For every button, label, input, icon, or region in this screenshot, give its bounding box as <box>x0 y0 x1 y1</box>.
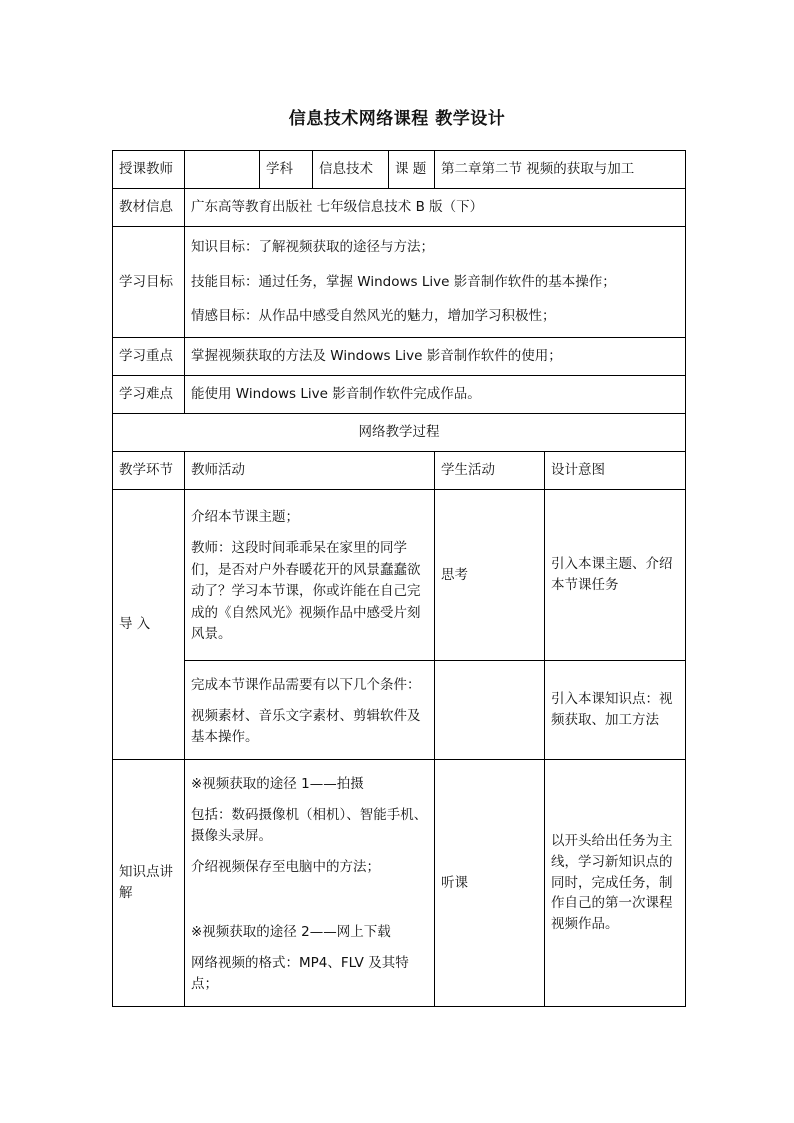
knowledge-teacher-p1: ※视频获取的途径 1——拍摄 <box>191 776 364 793</box>
intro-stage: 导 入 <box>113 490 185 760</box>
intro-teacher-1 <box>185 490 435 661</box>
intro-teacher-1-p1: 介绍本节课主题； <box>191 509 299 526</box>
goal-knowledge: 知识目标：了解视频获取的途径与方法； <box>191 238 434 255</box>
material-row <box>113 189 686 227</box>
intro-teacher-2-p1: 完成本节课作品需要有以下几个条件： <box>191 677 421 694</box>
knowledge-intent: 以开头给出任务为主线，学习新知识点的同时，完成任务，制作自己的第一次课程视频作品。 <box>545 760 686 1007</box>
col-teacher: 教师活动 <box>185 452 435 490</box>
goals-content <box>185 227 686 338</box>
teacher-value <box>185 151 260 189</box>
knowledge-stage: 知识点讲解 <box>113 760 185 1007</box>
intro-student-1: 思考 <box>435 490 545 661</box>
material-label: 教材信息 <box>113 189 185 227</box>
intro-teacher-2-p2: 视频素材、音乐文字素材、剪辑软件及基本操作。 <box>191 708 421 745</box>
knowledge-teacher-p2: 包括：数码摄像机（相机）、智能手机、摄像头录屏。 <box>191 807 428 845</box>
subject-value: 信息技术 <box>313 151 389 189</box>
col-student: 学生活动 <box>435 452 545 490</box>
knowledge-teacher-p4: ※视频获取的途径 2——网上下载 <box>191 923 391 940</box>
subject-label: 学科 <box>260 151 313 189</box>
goal-skill: 技能目标：通过任务，掌握 Windows Live 影音制作软件的基本操作； <box>191 273 616 290</box>
intro-intent-1: 引入本课主题、介绍本节课任务 <box>545 490 686 661</box>
key-point-label: 学习重点 <box>113 338 185 376</box>
difficulty-label: 学习难点 <box>113 376 185 414</box>
topic-value: 第二章第二节 视频的获取与加工 <box>435 151 686 189</box>
process-heading-row <box>113 414 686 452</box>
goals-row <box>113 227 686 338</box>
intro-intent-2: 引入本课知识点：视频获取、加工方法 <box>545 661 686 760</box>
teacher-label: 授课教师 <box>113 151 185 189</box>
knowledge-teacher-p3: 介绍视频保存至电脑中的方法； <box>191 859 380 876</box>
document-title: 信息技术网络课程 教学设计 <box>288 109 506 129</box>
goal-emotion: 情感目标：从作品中感受自然风光的魅力，增加学习积极性； <box>191 308 556 325</box>
key-point-value: 掌握视频获取的方法及 Windows Live 影音制作软件的使用； <box>185 338 686 376</box>
knowledge-student: 听课 <box>435 760 545 1007</box>
topic-label: 课 题 <box>389 151 435 189</box>
lesson-plan-table <box>112 150 686 1007</box>
process-heading: 网络教学过程 <box>113 414 686 452</box>
material-value: 广东高等教育出版社 七年级信息技术 B 版（下） <box>185 189 686 227</box>
intro-row-1 <box>113 490 686 661</box>
col-stage: 教学环节 <box>113 452 185 490</box>
header-row <box>113 151 686 189</box>
intro-teacher-2 <box>185 661 435 760</box>
key-point-row <box>113 338 686 376</box>
intro-row-2 <box>113 661 686 760</box>
intro-teacher-1-p2: 教师：这段时间乖乖呆在家里的同学们，是否对户外春暖花开的风景蠢蠢欲动了？学习本节课，你或许能在自己完成的《自然风光》视频作品中感受片刻风景。 <box>191 539 421 643</box>
knowledge-row <box>113 760 686 1007</box>
intro-student-2 <box>435 661 545 760</box>
goals-label: 学习目标 <box>113 227 185 338</box>
knowledge-teacher <box>185 760 435 1007</box>
knowledge-teacher-p5: 网络视频的格式：MP4、FLV 及其特点； <box>191 954 409 992</box>
difficulty-row <box>113 376 686 414</box>
difficulty-value: 能使用 Windows Live 影音制作软件完成作品。 <box>185 376 686 414</box>
process-columns-row <box>113 452 686 490</box>
col-intent: 设计意图 <box>545 452 686 490</box>
